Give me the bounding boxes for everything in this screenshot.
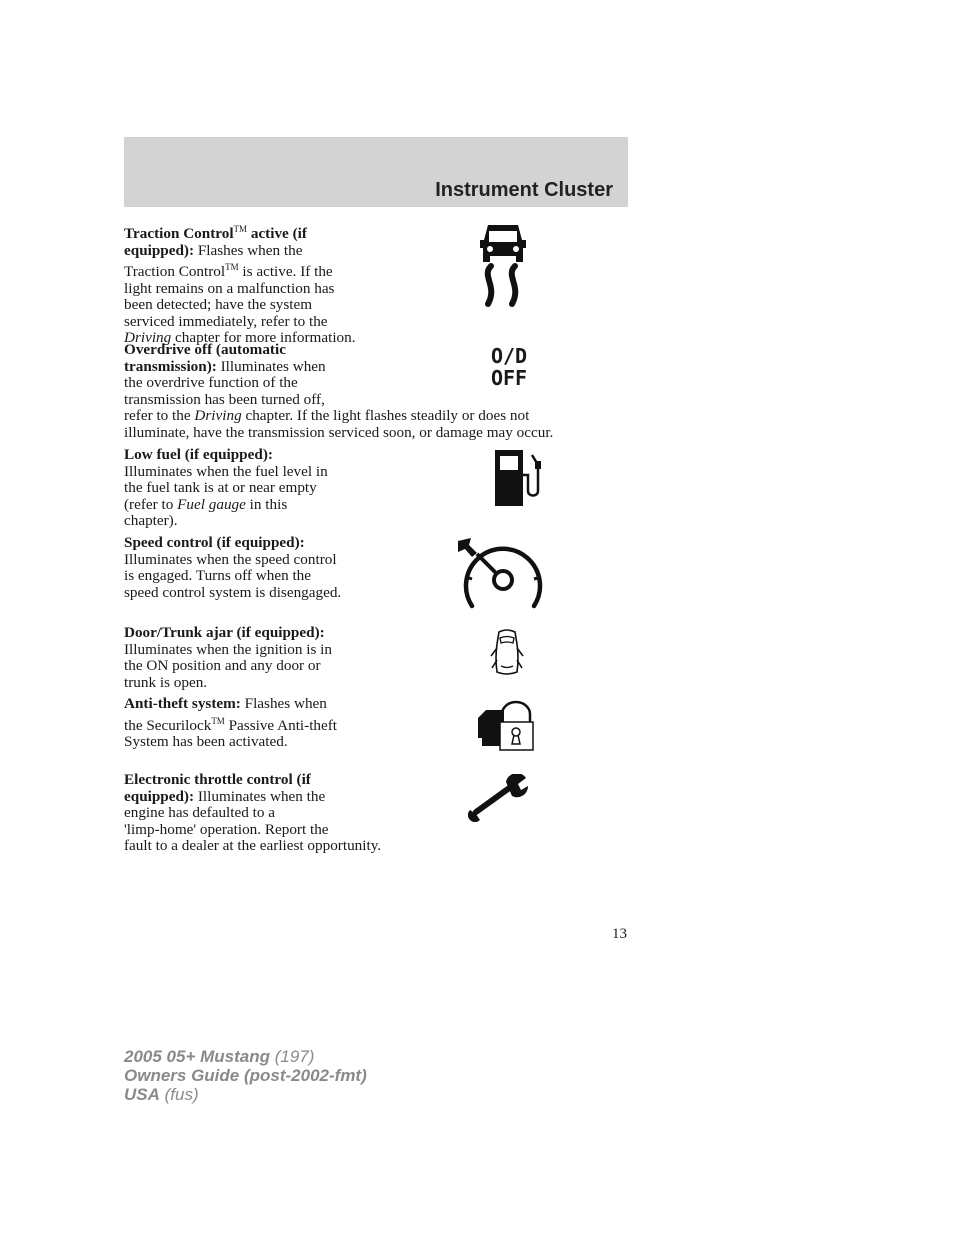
document-footer: 2005 05+ Mustang (197) Owners Guide (post-2002-fmt) USA (fus) bbox=[124, 1047, 367, 1104]
entry-electronic-throttle: Electronic throttle control (if equipped): Illuminates when the engine has defaulted to a 'limp-home' operation. Report the fault to a dealer at the earliest opportunity. bbox=[124, 771, 382, 854]
page-title: Instrument Cluster bbox=[435, 179, 613, 201]
od-off-icon: O/D OFF bbox=[490, 344, 528, 390]
car-doors-open-icon bbox=[489, 628, 525, 678]
entry-door-trunk-ajar: Door/Trunk ajar (if equipped): Illuminates when the ignition is in the ON position and any door or trunk is open. bbox=[124, 624, 332, 691]
fuel-pump-icon bbox=[492, 447, 548, 509]
page-number: 13 bbox=[612, 926, 627, 942]
traction-control-icon bbox=[476, 222, 530, 308]
entry-speed-control: Speed control (if equipped): Illuminates when the speed control is engaged. Turns off when the speed control system is disengaged. bbox=[124, 534, 342, 601]
entry-overdrive-off: Overdrive off (automatic transmission): Illuminates when the overdrive function of the transmission has been turned off, refer to the Driving chapter. If the light flashes steadily or does not illuminate, have the transmission serviced soon, or damage may occur. bbox=[124, 341, 554, 441]
entry-low-fuel: Low fuel (if equipped): Illuminates when the fuel level in the fuel tank is at or near empty (refer to Fuel gauge in this chapter). bbox=[124, 446, 328, 529]
entry-traction-control: Traction Control™ active (if equipped): Flashes when the Traction Control™ is active. If the light remains on a malfunction has been detected; have the system serviced immediately, refer to the Driving chapter for more information. bbox=[124, 224, 356, 346]
chapter-header bbox=[124, 137, 628, 207]
wrench-icon bbox=[466, 774, 530, 822]
trademark-mark: TM bbox=[233, 224, 248, 234]
padlock-car-icon bbox=[476, 700, 536, 754]
entry-anti-theft: Anti-theft system: Flashes when the Securilock™ Passive Anti-theft System has been activated. bbox=[124, 695, 338, 750]
speedometer-icon bbox=[455, 535, 545, 615]
